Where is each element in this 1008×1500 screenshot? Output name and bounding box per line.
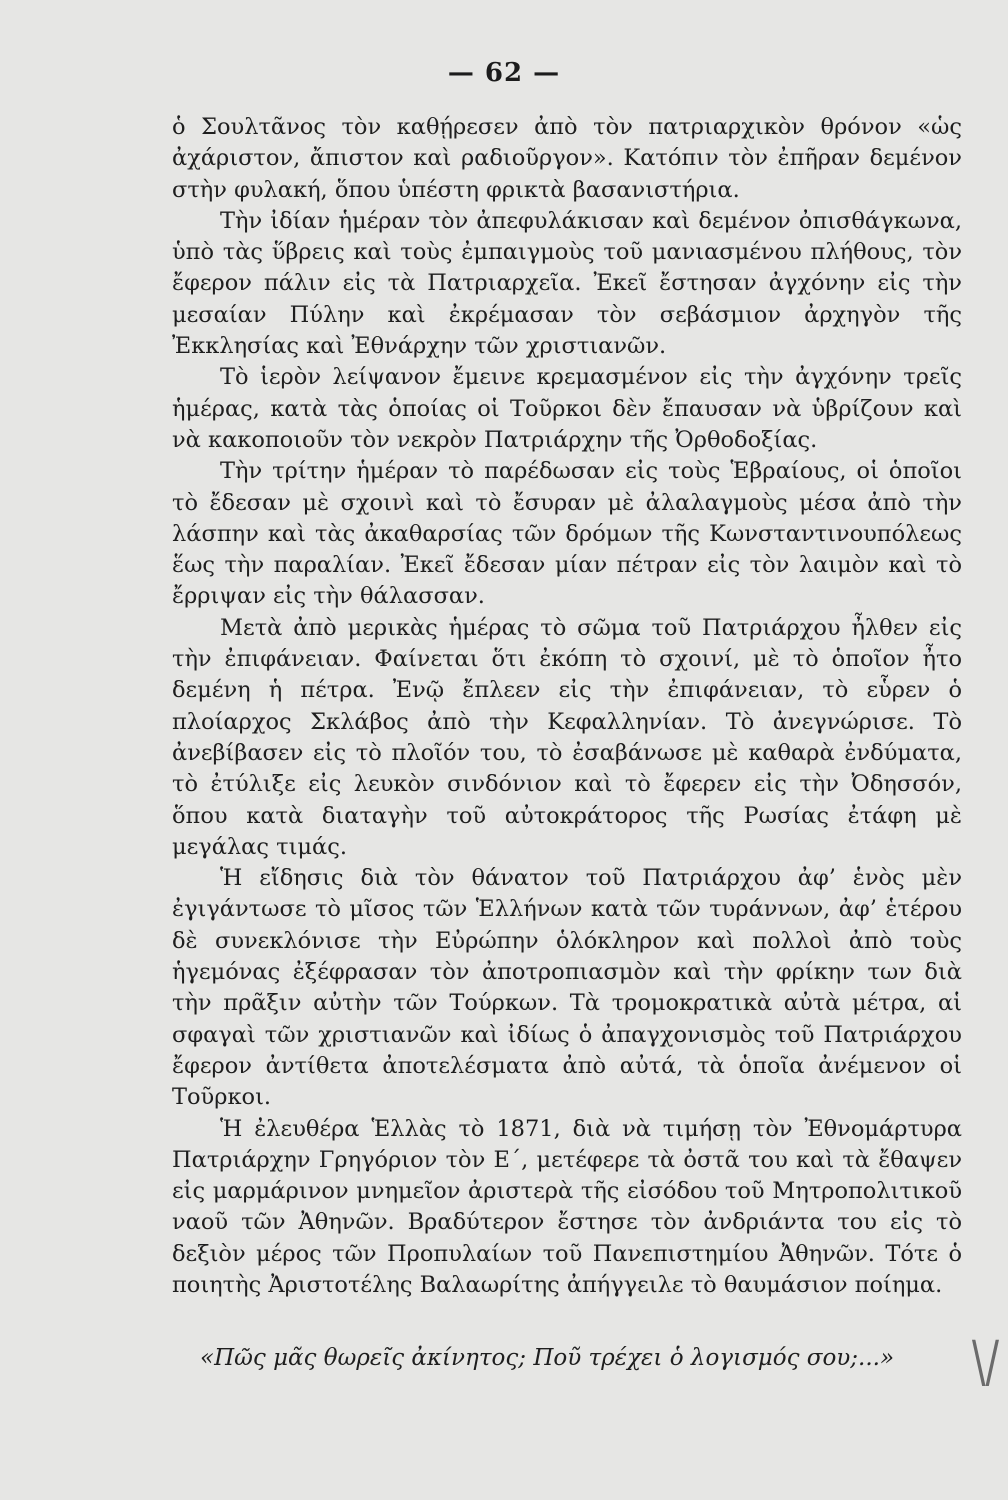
paragraph-1: ὁ Σουλτᾶνος τὸν καθῄρεσεν ἀπὸ τὸν πατριαρχικὸν θρόνον «ὡς ἀχάριστον, ἄπιστον καὶ ραδιοῦργον». Κατόπιν τὸν ἐπῆραν δεμένον στὴν φυλακή, ὅπου ὑπέστη φρικτὰ βασανιστήρια. [172,114,962,203]
body-text [172,112,962,1301]
paragraph-3: Τὸ ἱερὸν λείψανον ἔμεινε κρεμασμένον εἰς τὴν ἀγχόνην τρεῖς ἡμέρας, κατὰ τὰς ὁποίας οἱ Τοῦρκοι δὲν ἔπαυσαν νὰ ὑβρίζουν καὶ νὰ κακοποιοῦν τὸν νεκρὸν Πατριάρχην τῆς Ὀρθοδοξίας. [172,364,962,453]
paragraph-5: Μετὰ ἀπὸ μερικὰς ἡμέρας τὸ σῶμα τοῦ Πατριάρχου ἦλθεν εἰς τὴν ἐπιφάνειαν. Φαίνεται ὅτι ἐκόπη τὸ σχοινί, μὲ τὸ ὁποῖον ἦτο δεμένη ἡ πέτρα. Ἐνῷ ἔπλεεν εἰς τὴν ἐπιφάνειαν, τὸ εὗρεν ὁ πλοίαρχος Σκλάβος ἀπὸ τὴν Κεφαλληνίαν. Τὸ ἀνεγνώρισε. Τὸ ἀνεβίβασεν εἰς τὸ πλοῖόν του, τὸ ἐσαβάνωσε μὲ καθαρὰ ἐνδύματα, τὸ ἐτύλιξε εἰς λευκὸν σινδόνιον καὶ τὸ ἔφερεν εἰς τὴν Ὀδησσόν, ὅπου κατὰ διαταγὴν τοῦ αὐτοκράτορος τῆς Ρωσίας ἐτάφη μὲ μεγάλας τιμάς. [172,614,962,860]
paragraph-2: Τὴν ἰδίαν ἡμέραν τὸν ἀπεφυλάκισαν καὶ δεμένον ὀπισθάγκωνα, ὑπὸ τὰς ὕβρεις καὶ τοὺς ἐμπαιγμοὺς τοῦ μανιασμένου πλήθους, τὸν ἔφερον πάλιν εἰς τὰ Πατριαρχεῖα. Ἐκεῖ ἔστησαν ἀγχόνην εἰς τὴν μεσαίαν Πύλην καὶ ἐκρέμασαν τὸν σεβάσμιον ἀρχηγὸν τῆς Ἐκκλησίας καὶ Ἐθνάρχην τῶν χριστιανῶν. [172,207,962,360]
page-number: — 62 — [447,58,561,88]
paragraph-4: Τὴν τρίτην ἡμέραν τὸ παρέδωσαν εἰς τοὺς Ἑβραίους, οἱ ὁποῖοι τὸ ἔδεσαν μὲ σχοινὶ καὶ τὸ ἔσυραν μὲ ἀλαλαγμοὺς μέσα ἀπὸ τὴν λάσπην καὶ τὰς ἀκαθαρσίας τῶν δρόμων τῆς Κωνσταντινουπόλεως ἕως τὴν παραλίαν. Ἐκεῖ ἔδεσαν μίαν πέτραν εἰς τὸν λαιμὸν καὶ τὸ ἔρριψαν εἰς τὴν θάλασσαν. [172,458,962,610]
margin-pencil-mark-icon: \/ [972,1330,999,1396]
paragraph-6: Ἡ εἴδησις διὰ τὸν θάνατον τοῦ Πατριάρχου ἀφ’ ἑνὸς μὲν ἐγιγάντωσε τὸ μῖσος τῶν Ἑλλήνων κατὰ τῶν τυράννων, ἀφ’ ἑτέρου δὲ συνεκλόνισε τὴν Εὐρώπην ὁλόκληρον καὶ πολλοὶ ἀπὸ τοὺς ἡγεμόνας ἐξέφρασαν τὸν ἀποτροπιασμὸν καὶ τὴν φρίκην των διὰ τὴν πρᾶξιν αὐτὴν τῶν Τούρκων. Τὰ τρομοκρατικὰ αὐτὰ μέτρα, αἱ σφαγαὶ τῶν χριστιανῶν καὶ ἰδίως ὁ ἀπαγχονισμὸς τοῦ Πατριάρχου ἔφερον ἀντίθετα ἀποτελέσματα ἀπὸ αὐτά, τὰ ὁποῖα ἀνέμενον οἱ Τοῦρκοι. [172,865,962,1111]
paragraph-7: Ἡ ἐλευθέρα Ἑλλὰς τὸ 1871, διὰ νὰ τιμήσῃ τὸν Ἐθνομάρτυρα Πατριάρχην Γρηγόριον τὸν Ε΄, μετέφερε τὰ ὀστᾶ του καὶ τὰ ἔθαψεν εἰς μαρμάρινον μνημεῖον ἀριστερὰ τῆς εἰσόδου τοῦ Μητροπολιτικοῦ ναοῦ τῶν Ἀθηνῶν. Βραδύτερον ἔστησε τὸν ἀνδριάντα του εἰς τὸ δεξιὸν μέρος τῶν Προπυλαίων τοῦ Πανεπιστημίου Ἀθηνῶν. Τότε ὁ ποιητὴς Ἀριστοτέλης Βαλαωρίτης ἀπήγγειλε τὸ θαυμάσιον ποίημα. [172,1115,962,1298]
poem-quote: «Πῶς μᾶς θωρεῖς ἀκίνητος; Ποῦ τρέχει ὁ λογισμός σου;...» [200,1345,895,1371]
